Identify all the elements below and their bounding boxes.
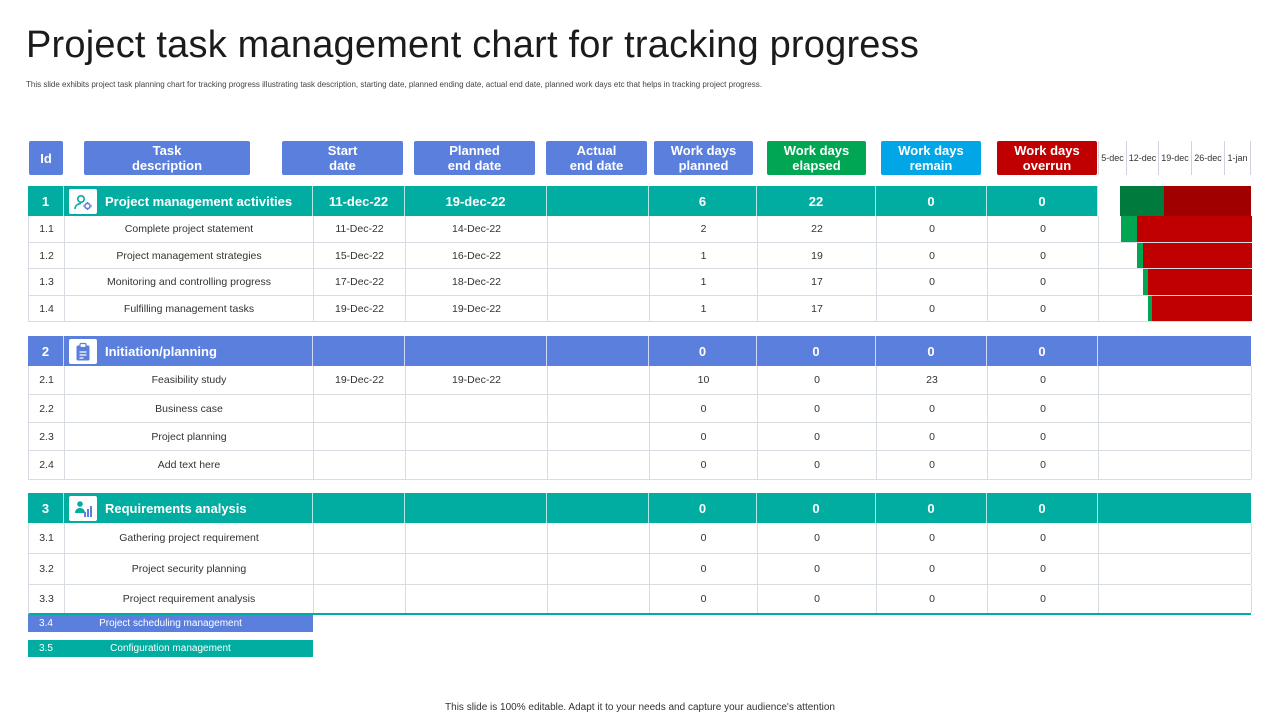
row-overrun: 0 [988,395,1099,422]
gantt-overrun-bar [1143,243,1252,268]
timeline-date-3: 19-dec [1158,141,1191,175]
page-subtitle: This slide exhibits project task planning chart for tracking progress illustrating task description, starting date, planned ending date, actual end date, planned work days etc that helps in tracking project progress. [26,80,762,89]
row-remain: 23 [877,366,988,394]
group-elapsed: 22 [757,186,876,216]
header-work-days-remain: Work days remain [881,141,981,175]
row-start [314,585,406,613]
row-overrun: 0 [988,523,1099,553]
group-planned-end: 19-dec-22 [405,186,547,216]
header-id: Id [29,141,63,175]
group-overrun: 0 [987,493,1098,523]
table-row [28,269,1251,296]
row-id: 1.1 [29,216,65,242]
row-timeline [1099,585,1252,613]
row-planned-end [406,523,548,553]
row-id: 2.4 [29,451,65,479]
group-start [313,493,405,523]
row-overrun: 0 [988,216,1099,242]
table-row [28,216,1251,243]
row-remain: 0 [877,296,988,321]
row-elapsed: 22 [758,216,877,242]
header-planned-end-date: Planned end date [414,141,535,175]
row-task: Gathering project requirement [65,523,314,553]
timeline-date-2: 12-dec [1126,141,1158,175]
group-timeline [1098,493,1251,523]
row-timeline [1099,554,1252,584]
row-remain: 0 [877,243,988,268]
row-actual-end [548,243,650,268]
header-work-days-overrun: Work days overrun [997,141,1097,175]
row-start: 17-Dec-22 [314,269,406,295]
row-task: Fulfilling management tasks [65,296,314,321]
row-task: Configuration management [110,643,231,654]
row-planned: 1 [650,243,758,268]
header-work-days-elapsed: Work days elapsed [767,141,866,175]
row-planned-end [406,395,548,422]
group-row-1 [28,186,1251,216]
row-elapsed: 0 [758,554,877,584]
group-overrun: 0 [987,186,1098,216]
group-planned: 6 [649,186,757,216]
row-elapsed: 0 [758,423,877,450]
group-planned-end [405,493,547,523]
row-remain: 0 [877,585,988,613]
row-overrun: 0 [988,585,1099,613]
row-task: Complete project statement [65,216,314,242]
row-actual-end [548,366,650,394]
row-start: 19-Dec-22 [314,296,406,321]
group-name: Requirements analysis [104,493,313,523]
row-task: Feasibility study [65,366,314,394]
timeline-date-4: 26-dec [1191,141,1224,175]
row-planned: 1 [650,269,758,295]
row-actual-end [548,269,650,295]
row-elapsed: 17 [758,269,877,295]
group-name: Initiation/planning [104,336,313,366]
row-start [314,451,406,479]
header-actual-end-date: Actual end date [546,141,647,175]
row-start: 15-Dec-22 [314,243,406,268]
table-row [28,296,1251,322]
row-timeline [1099,296,1252,321]
row-elapsed: 0 [758,395,877,422]
group-row-2 [28,336,1251,366]
timeline-date-5: 1-jan [1224,141,1251,175]
row-planned-end: 16-Dec-22 [406,243,548,268]
row-task: Project management strategies [65,243,314,268]
row-start [314,423,406,450]
row-planned-end: 19-Dec-22 [406,296,548,321]
row-start [314,395,406,422]
row-elapsed: 17 [758,296,877,321]
group-planned: 0 [649,493,757,523]
group-overrun: 0 [987,336,1098,366]
row-overrun: 0 [988,554,1099,584]
row-planned: 0 [650,395,758,422]
person-chart-icon [69,496,97,521]
row-planned-end [406,451,548,479]
group-planned: 0 [649,336,757,366]
row-overrun: 0 [988,366,1099,394]
row-timeline [1099,395,1252,422]
gantt-elapsed-bar [1121,216,1137,242]
row-actual-end [548,296,650,321]
group-actual-end [547,493,649,523]
table-row [28,366,1251,395]
group-timeline [1098,186,1251,216]
row-planned: 2 [650,216,758,242]
group-id: 1 [28,186,64,216]
gantt-overrun-bar [1164,186,1251,216]
row-overrun: 0 [988,269,1099,295]
row-remain: 0 [877,523,988,553]
table-row [28,554,1251,585]
extra-row-scheduling [28,615,313,632]
row-start: 11-Dec-22 [314,216,406,242]
row-planned: 1 [650,296,758,321]
timeline-date-1: 5-dec [1098,141,1126,175]
row-planned-end: 18-Dec-22 [406,269,548,295]
row-task: Project planning [65,423,314,450]
gantt-overrun-bar [1148,269,1252,295]
row-id: 1.3 [29,269,65,295]
group-elapsed: 0 [757,336,876,366]
row-planned: 0 [650,423,758,450]
row-task: Add text here [65,451,314,479]
row-actual-end [548,423,650,450]
group-start [313,336,405,366]
table-row [28,523,1251,554]
row-actual-end [548,585,650,613]
row-overrun: 0 [988,423,1099,450]
row-start [314,523,406,553]
row-id: 2.3 [29,423,65,450]
clipboard-icon [69,339,97,364]
row-id: 3.1 [29,523,65,553]
row-actual-end [548,523,650,553]
footer-note: This slide is 100% editable. Adapt it to your needs and capture your audience's attention [445,702,835,713]
table-row [28,585,1251,615]
row-elapsed: 0 [758,451,877,479]
row-planned: 0 [650,585,758,613]
row-timeline [1099,423,1252,450]
group-remain: 0 [876,186,987,216]
row-overrun: 0 [988,243,1099,268]
row-overrun: 0 [988,296,1099,321]
row-id: 3.5 [39,643,53,654]
row-planned-end: 14-Dec-22 [406,216,548,242]
header-work-days-planned: Work days planned [654,141,753,175]
group-timeline [1098,336,1251,366]
row-elapsed: 0 [758,523,877,553]
row-id: 1.4 [29,296,65,321]
row-task: Business case [65,395,314,422]
row-task: Monitoring and controlling progress [65,269,314,295]
group-name: Project management activities [104,186,313,216]
row-actual-end [548,216,650,242]
table-row [28,395,1251,423]
row-elapsed: 0 [758,366,877,394]
row-planned: 0 [650,451,758,479]
group-actual-end [547,186,649,216]
row-id: 3.2 [29,554,65,584]
group-id: 2 [28,336,64,366]
row-actual-end [548,395,650,422]
row-id: 1.2 [29,243,65,268]
row-start [314,554,406,584]
row-id: 2.2 [29,395,65,422]
row-start: 19-Dec-22 [314,366,406,394]
group-remain: 0 [876,493,987,523]
header-task-description: Task description [84,141,250,175]
row-timeline [1099,523,1252,553]
row-timeline [1099,366,1252,394]
page-title: Project task management chart for tracking progress [26,24,920,66]
row-planned: 0 [650,523,758,553]
gantt-overrun-bar [1137,216,1252,242]
row-remain: 0 [877,554,988,584]
row-id: 3.3 [29,585,65,613]
people-settings-icon [69,189,97,214]
row-timeline [1099,216,1252,242]
row-id: 3.4 [39,618,53,629]
header-start-date: Start date [282,141,403,175]
group-remain: 0 [876,336,987,366]
row-elapsed: 19 [758,243,877,268]
group-planned-end [405,336,547,366]
row-task: Project security planning [65,554,314,584]
row-planned-end [406,554,548,584]
row-timeline [1099,243,1252,268]
row-remain: 0 [877,451,988,479]
row-planned-end: 19-Dec-22 [406,366,548,394]
row-planned-end [406,423,548,450]
table-row [28,451,1251,480]
group-actual-end [547,336,649,366]
gantt-overrun-bar [1152,296,1252,321]
row-elapsed: 0 [758,585,877,613]
group-elapsed: 0 [757,493,876,523]
row-remain: 0 [877,423,988,450]
table-row [28,243,1251,269]
row-planned-end [406,585,548,613]
row-timeline [1099,451,1252,479]
row-remain: 0 [877,216,988,242]
group-start: 11-dec-22 [313,186,405,216]
row-overrun: 0 [988,451,1099,479]
row-actual-end [548,554,650,584]
row-actual-end [548,451,650,479]
row-remain: 0 [877,395,988,422]
row-task: Project requirement analysis [65,585,314,613]
table-row [28,423,1251,451]
gantt-elapsed-bar [1120,186,1164,216]
row-remain: 0 [877,269,988,295]
group-row-3 [28,493,1251,523]
row-timeline [1099,269,1252,295]
row-id: 2.1 [29,366,65,394]
row-task: Project scheduling management [99,618,242,629]
group-id: 3 [28,493,64,523]
row-planned: 0 [650,554,758,584]
row-planned: 10 [650,366,758,394]
extra-row-configuration [28,640,313,657]
